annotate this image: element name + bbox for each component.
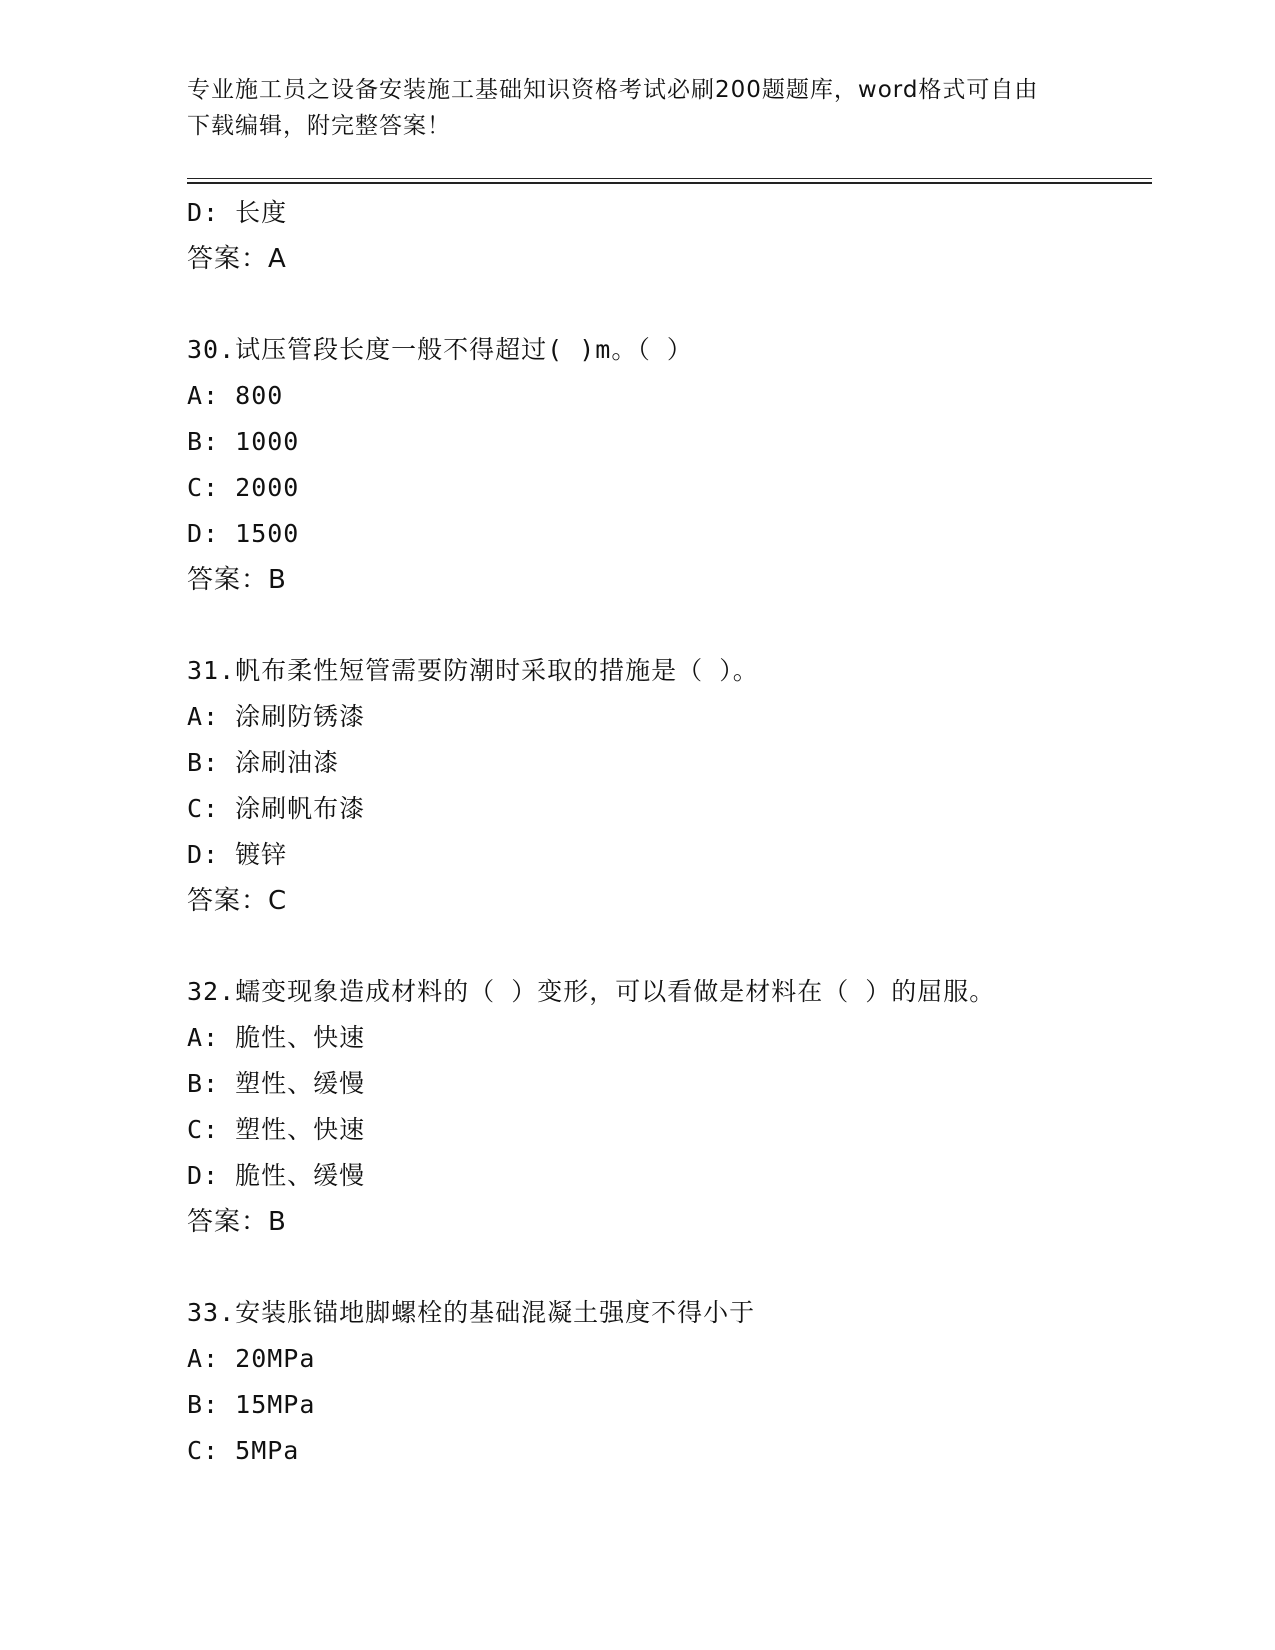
- option-c: C: 2000: [187, 473, 300, 502]
- spacer: [187, 924, 1147, 969]
- option-b: B: 塑性、缓慢: [187, 1069, 366, 1098]
- question-33: [187, 1290, 1147, 1474]
- option-d: D: 脆性、缓慢: [187, 1161, 366, 1190]
- option-a: A: 800: [187, 381, 284, 410]
- spacer: [187, 282, 1147, 327]
- header-rule-bottom: [187, 182, 1152, 184]
- question-stem: 31.帆布柔性短管需要防潮时采取的措施是（ ）。: [187, 656, 759, 685]
- answer: 答案：B: [187, 565, 287, 595]
- option-d: D: 1500: [187, 519, 300, 548]
- header-rule-top: [187, 178, 1152, 179]
- option-a: A: 脆性、快速: [187, 1023, 366, 1052]
- option-c: C: 涂刷帆布漆: [187, 794, 366, 823]
- header-line-2: 下载编辑，附完整答案！: [187, 113, 451, 139]
- option-b: B: 15MPa: [187, 1390, 316, 1419]
- question-32: [187, 969, 1147, 1245]
- question-stem: 32.蠕变现象造成材料的（ ）变形，可以看做是材料在（ ）的屈服。: [187, 977, 996, 1006]
- question-31: [187, 648, 1147, 924]
- spacer: [187, 1245, 1147, 1290]
- answer: 答案：B: [187, 1207, 287, 1237]
- header-line-1: 专业施工员之设备安装施工基础知识资格考试必刷200题题库，word格式可自由: [187, 77, 1039, 103]
- prev-option-d: D: 长度: [187, 198, 288, 227]
- spacer: [187, 603, 1147, 648]
- option-d: D: 镀锌: [187, 840, 288, 869]
- document-body: [187, 190, 1147, 1474]
- option-b: B: 1000: [187, 427, 300, 456]
- option-a: A: 涂刷防锈漆: [187, 702, 366, 731]
- option-c: C: 塑性、快速: [187, 1115, 366, 1144]
- option-c: C: 5MPa: [187, 1436, 300, 1465]
- option-a: A: 20MPa: [187, 1344, 316, 1373]
- document-header: [187, 72, 1067, 144]
- question-30: [187, 327, 1147, 603]
- question-stem: 30.试压管段长度一般不得超过( )m。（ ）: [187, 335, 693, 364]
- answer: 答案：C: [187, 886, 288, 916]
- question-stem: 33.安装胀锚地脚螺栓的基础混凝土强度不得小于: [187, 1298, 756, 1327]
- option-b: B: 涂刷油漆: [187, 748, 340, 777]
- prev-answer: 答案：A: [187, 244, 287, 274]
